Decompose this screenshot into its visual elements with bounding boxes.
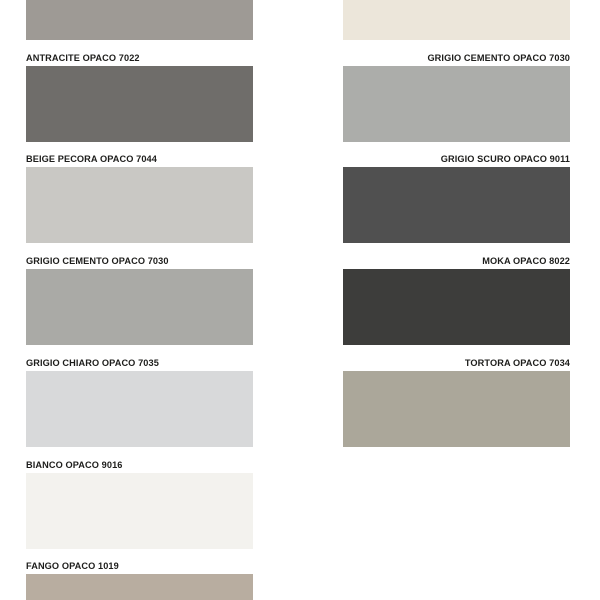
color-swatch-item [26, 457, 253, 549]
color-swatch [343, 371, 570, 447]
swatch-label: MOKA OPACO 8022 [482, 256, 570, 266]
color-swatch [26, 473, 253, 549]
swatch-label: GRIGIO CEMENTO OPACO 7030 [26, 256, 169, 266]
color-swatch-item [343, 355, 570, 447]
swatch-label: ANTRACITE OPACO 7022 [26, 53, 140, 63]
color-swatch-item [343, 151, 570, 243]
swatch-label: BEIGE PECORA OPACO 7044 [26, 154, 157, 164]
color-swatch-item [343, 253, 570, 345]
color-swatch-item [26, 151, 253, 243]
swatch-label: GRIGIO CHIARO OPACO 7035 [26, 358, 159, 368]
color-swatch-item [26, 355, 253, 447]
right-top-partial-swatch [343, 0, 570, 40]
color-swatch-item [26, 558, 253, 600]
color-swatch [26, 574, 253, 600]
swatch-label: GRIGIO SCURO OPACO 9011 [440, 154, 570, 164]
left-top-partial-swatch [26, 0, 253, 40]
color-swatch-item [343, 50, 570, 142]
color-swatch-item [26, 50, 253, 142]
color-swatch [26, 371, 253, 447]
swatch-label: BIANCO OPACO 9016 [26, 460, 123, 470]
swatch-label: GRIGIO CEMENTO OPACO 7030 [427, 53, 570, 63]
swatch-label: TORTORA OPACO 7034 [464, 358, 570, 368]
color-swatch [343, 269, 570, 345]
color-swatch-item [26, 253, 253, 345]
color-swatch [343, 66, 570, 142]
color-swatch [26, 66, 253, 142]
swatch-label: FANGO OPACO 1019 [26, 561, 119, 571]
color-swatch [343, 167, 570, 243]
color-swatch [26, 167, 253, 243]
color-swatch [26, 269, 253, 345]
